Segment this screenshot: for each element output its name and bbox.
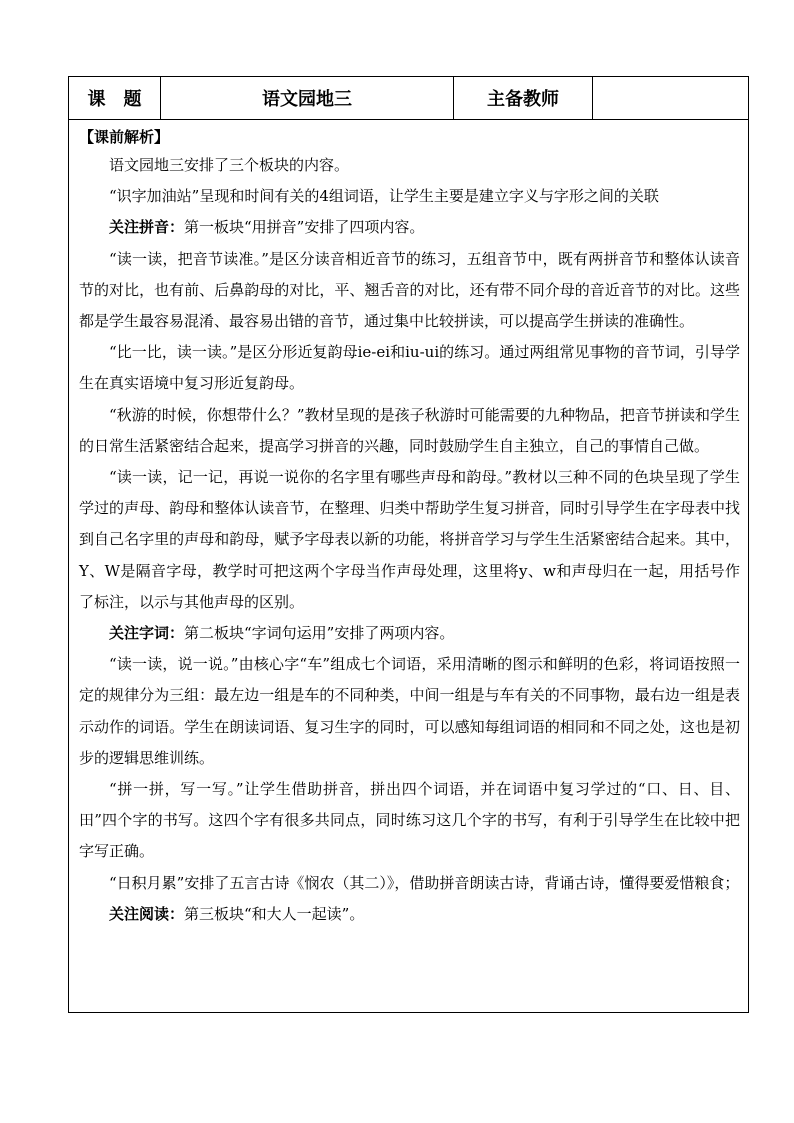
paragraph-text: “秋游的时候，你想带什么？”教材呈现的是孩子秋游时可能需要的九种物品，把音节拼读和学生的日常生活紧密结合起来，提高学习拼音的兴趣，同时鼓励学生自主独立，自己的事情自己做。	[79, 405, 740, 455]
paragraph-7	[79, 462, 740, 618]
lesson-plan-table	[68, 76, 749, 1013]
paragraph-12	[79, 899, 740, 930]
focus-label: 关注阅读：	[109, 904, 185, 923]
paragraph-3	[79, 212, 740, 243]
paragraph-text: “读一读，把音节读准。”是区分读音相近音节的练习，五组音节中，既有两拼音节和整体认读音节的对比，也有前、后鼻韵母的对比，平、翘舌音的对比，还有带不同介母的音近音节的对比。这些都是学生最容易混淆、最容易出错的音节，通过集中比较拼读，可以提高学生拼读的准确性。	[79, 249, 740, 331]
paragraph-text: 语文园地三安排了三个板块的内容。	[109, 156, 350, 174]
topic-label: 课题	[69, 77, 161, 120]
paragraph-text: 第二板块“字词句运用”安排了两项内容。	[184, 624, 455, 643]
header-row	[69, 77, 749, 120]
body-row	[69, 120, 749, 1013]
focus-label: 关注拼音：	[109, 218, 185, 237]
paragraph-text: “读一读，说一说。”由核心字“车”组成七个词语，采用清晰的图示和鲜明的色彩，将词语按照一定的规律分为三组：最左边一组是车的不同种类，中间一组是与车有关的不同事物，最右边一组是表示动作的词语。学生在朗读词语、复习生字的同时，可以感知每组词语的相同和不同之处，这也是初步的逻辑思维训练。	[79, 655, 740, 767]
paragraph-5	[79, 337, 740, 399]
teacher-label: 主备教师	[454, 77, 593, 120]
paragraph-text: “读一读，记一记，再说一说你的名字里有哪些声母和韵母。”教材以三种不同的色块呈现了学生学过的声母、韵母和整体认读音节，在整理、归类中帮助学生复习拼音，同时引导学生在字母表中找到自己名字里的声母和韵母，赋予字母表以新的功能，将拼音学习与学生生活紧密结合起来。其中，Y、W是隔音字母，教学时可把这两个字母当作声母处理，这里将y、w和声母归在一起，用括号作了标注，以示与其他声母的区别。	[79, 468, 740, 611]
teacher-value	[593, 77, 749, 120]
analysis-cell	[69, 120, 749, 1013]
lesson-title-cell	[161, 77, 454, 120]
paragraph-text: 第三板块“和大人一起读”。	[184, 904, 365, 923]
focus-label: 关注字词：	[109, 624, 185, 643]
paragraph-6	[79, 400, 740, 462]
paragraph-text: “日积月累”安排了五言古诗《悯农（其二）》，借助拼音朗读古诗，背诵古诗，懂得要爱惜粮食；	[109, 873, 740, 892]
paragraph-text: “拼一拼，写一写。”让学生借助拼音，拼出四个词语，并在词语中复习学过的“口、日、目、田”四个字的书写。这四个字有很多共同点，同时练习这几个字的书写，有利于引导学生在比较中把字写正确。	[79, 780, 740, 861]
paragraph-4	[79, 244, 740, 338]
paragraph-10	[79, 774, 740, 868]
section-heading: 【课前解析】	[79, 128, 170, 146]
paragraph-text: “比一比，读一读。”是区分形近复韵母ie-ei和iu-ui的练习。通过两组常见事物的音节词，引导学生在真实语境中复习形近复韵母。	[79, 343, 740, 393]
paragraph-text: “识字加油站”呈现和时间有关的4组词语，让学生主要是建立字义与字形之间的关联	[109, 187, 659, 206]
paragraph-1	[79, 150, 740, 181]
paragraph-2	[79, 181, 740, 212]
paragraph-9	[79, 649, 740, 774]
paragraph-11	[79, 868, 740, 899]
lesson-title: 语文园地三	[262, 89, 352, 110]
paragraph-text: 第一板块“用拼音”安排了四项内容。	[184, 218, 425, 237]
paragraph-8	[79, 618, 740, 649]
